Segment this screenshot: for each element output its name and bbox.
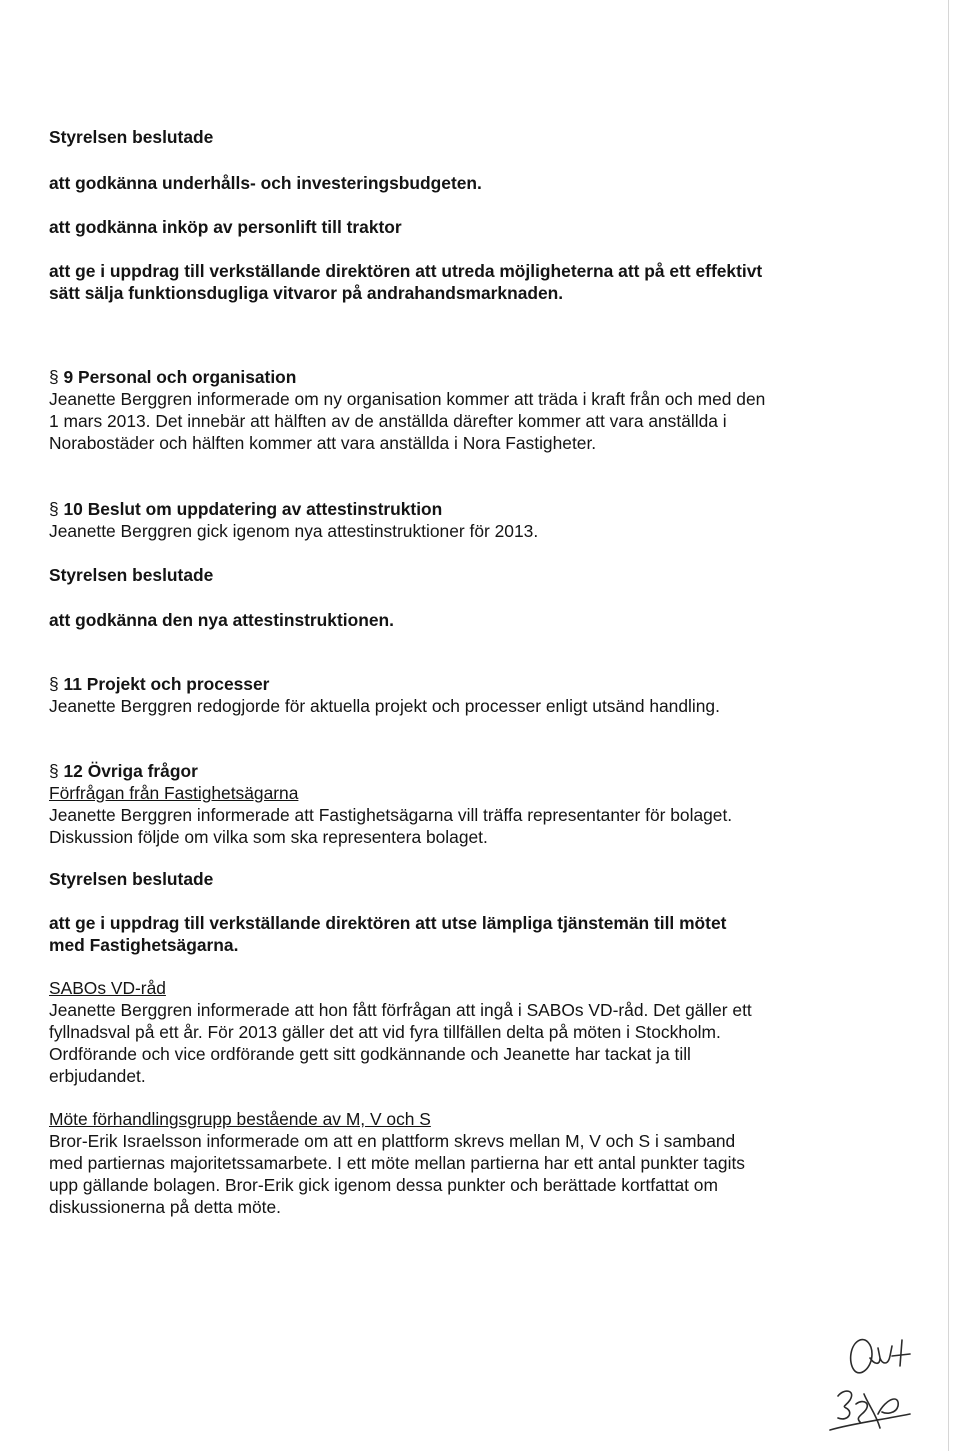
sabo-text-line-3: Ordförande och vice ordförande gett sitt godkännande och Jeanette har tackat ja till (49, 1044, 691, 1064)
decision-appliances-line-2: sätt sälja funktionsdugliga vitvaror på andrahandsmarknaden. (49, 283, 564, 303)
subheading-sabo-council: SABOs VD-råd (49, 978, 166, 998)
section-10-heading: § 10 Beslut om uppdatering av attestinstruktion (49, 498, 442, 520)
section-9-text-line-3: Norabostäder och hälften kommer att vara anställda i Nora Fastigheter. (49, 433, 597, 453)
page-edge-line (948, 0, 949, 1451)
property-owners-text-line-2: Diskussion följde om vilka som ska representera bolaget. (49, 827, 488, 847)
subheading-negotiation-group: Möte förhandlingsgrupp bestående av M, V och S (49, 1109, 431, 1129)
sabo-text-line-1: Jeanette Berggren informerade att hon fått förfrågan att ingå i SABOs VD-råd. Det gäller ett (49, 1000, 752, 1020)
decision-assign-staff-line-2: med Fastighetsägarna. (49, 935, 239, 955)
section-10-text: Jeanette Berggren gick igenom nya attestinstruktioner för 2013. (49, 521, 539, 541)
board-decision-heading: Styrelsen beslutade (49, 565, 214, 585)
section-9-heading: § 9 Personal och organisation (49, 366, 296, 388)
negotiation-text-line-4: diskussionerna på detta möte. (49, 1197, 282, 1217)
negotiation-text-line-1: Bror-Erik Israelsson informerade om att en plattform skrevs mellan M, V och S i samband (49, 1131, 736, 1151)
sabo-text-line-2: fyllnadsval på ett år. För 2013 gäller det att vid fyra tillfällen delta på möten i Stockholm. (49, 1022, 721, 1042)
section-9-text-line-2: 1 mars 2013. Det innebär att hälften av de anställda därefter kommer att vara anställda i (49, 411, 727, 431)
board-decision-heading: Styrelsen beslutade (49, 127, 214, 147)
section-11-heading: § 11 Projekt och processer (49, 673, 269, 695)
handwritten-initials-signature (820, 1318, 940, 1438)
subheading-property-owners: Förfrågan från Fastighetsägarna (49, 783, 299, 803)
section-9-text-line-1: Jeanette Berggren informerade om ny organisation kommer att träda i kraft från och med den (49, 389, 766, 409)
section-12-heading: § 12 Övriga frågor (49, 760, 198, 782)
section-11-text: Jeanette Berggren redogjorde för aktuella projekt och processer enligt utsänd handling. (49, 696, 720, 716)
decision-purchase-lift: att godkänna inköp av personlift till traktor (49, 217, 402, 237)
negotiation-text-line-3: upp gällande bolagen. Bror-Erik gick igenom dessa punkter och berättade kortfattat om (49, 1175, 718, 1195)
decision-appliances-line-1: att ge i uppdrag till verkställande direktören att utreda möjligheterna att på ett effektivt (49, 261, 763, 281)
decision-assign-staff-line-1: att ge i uppdrag till verkställande direktören att utse lämpliga tjänstemän till mötet (49, 913, 727, 933)
board-decision-heading: Styrelsen beslutade (49, 869, 214, 889)
sabo-text-line-4: erbjudandet. (49, 1066, 146, 1086)
negotiation-text-line-2: med partiernas majoritetssamarbete. I ett möte mellan partierna har ett antal punkter tagits (49, 1153, 745, 1173)
decision-approve-budget: att godkänna underhålls- och investeringsbudgeten. (49, 173, 482, 193)
property-owners-text-line-1: Jeanette Berggren informerade att Fastighetsägarna vill träffa representanter för bolaget. (49, 805, 733, 825)
decision-attest-instruction: att godkänna den nya attestinstruktionen. (49, 610, 394, 630)
